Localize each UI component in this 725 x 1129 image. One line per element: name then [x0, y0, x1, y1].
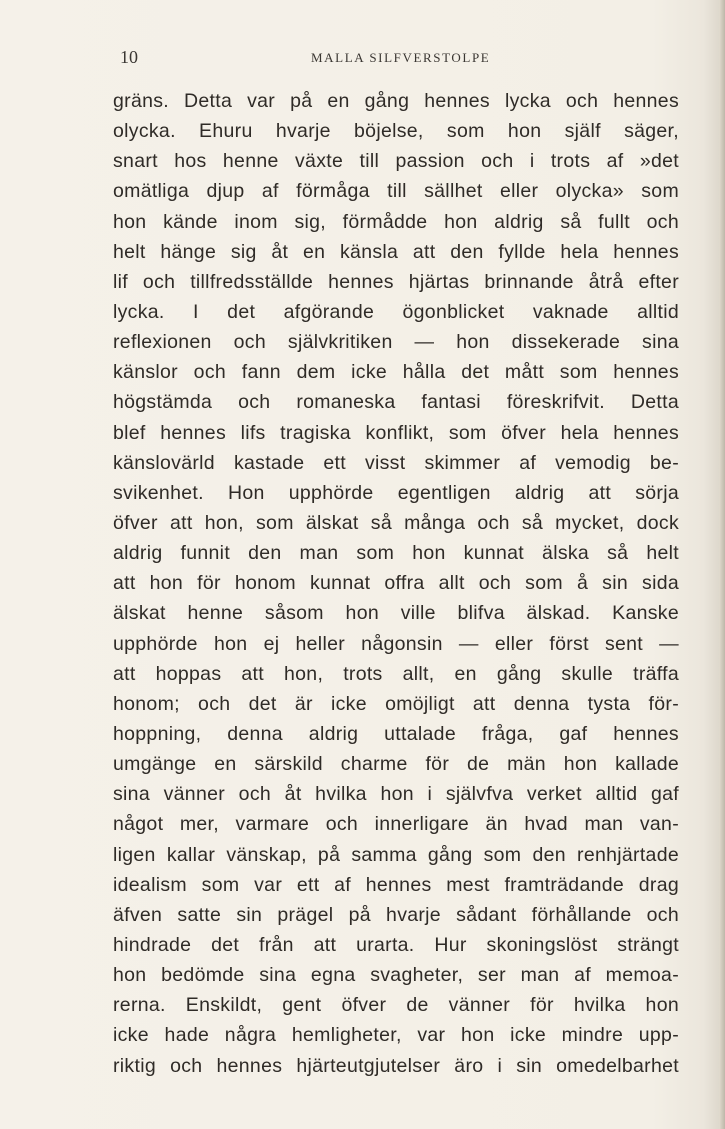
text-line: känslor och fann dem icke hålla det mått som hennes	[113, 361, 679, 384]
text-line: högstämda och romaneska fantasi föreskrifvit. Detta	[113, 391, 679, 414]
text-line: hindrade det från att urarta. Hur skoningslöst strängt	[113, 933, 679, 956]
text-line: idealism som var ett af hennes mest framträdande drag	[113, 873, 679, 896]
body-text	[113, 86, 679, 1081]
text-line: att hon för honom kunnat offra allt och som å sin sida	[113, 572, 679, 595]
text-line: något mer, varmare och innerligare än hvad man van-	[113, 813, 679, 836]
running-head: MALLA SILFVERSTOLPE	[311, 50, 491, 65]
text-line: umgänge en särskild charme för de män hon kallade	[113, 753, 679, 776]
page-header	[0, 47, 725, 71]
text-line: rerna. Enskildt, gent öfver de vänner för hvilka hon	[113, 994, 679, 1017]
text-line: honom; och det är icke omöjligt att denna tysta för-	[113, 692, 679, 715]
text-line: öfver att hon, som älskat så många och så mycket, dock	[113, 511, 679, 534]
text-line: svikenhet. Hon upphörde egentligen aldrig att sörja	[113, 481, 679, 504]
text-line: icke hade några hemligheter, var hon icke mindre upp-	[113, 1024, 679, 1047]
text-line: älskat henne såsom hon ville blifva älskad. Kanske	[113, 602, 679, 625]
text-line: känslovärld kastade ett visst skimmer af vemodig be-	[113, 451, 679, 474]
text-line: reflexionen och självkritiken — hon dissekerade sina	[113, 331, 679, 354]
text-line: snart hos henne växte till passion och i trots af »det	[113, 150, 679, 173]
text-line: ligen kallar vänskap, på samma gång som den renhjärtade	[113, 843, 679, 866]
text-line: helt hänge sig åt en känsla att den fyllde hela hennes	[113, 240, 679, 263]
text-line: aldrig funnit den man som hon kunnat älska så helt	[113, 542, 679, 565]
text-line: hon kände inom sig, förmådde hon aldrig så fullt och	[113, 210, 679, 233]
text-line: hon bedömde sina egna svagheter, ser man af memoa-	[113, 964, 679, 987]
text-line: hoppning, denna aldrig uttalade fråga, gaf hennes	[113, 722, 679, 745]
text-line: blef hennes lifs tragiska konflikt, som öfver hela hennes	[113, 421, 679, 444]
page-number: 10	[120, 47, 138, 67]
text-line: äfven satte sin prägel på hvarje sådant förhållande och	[113, 903, 679, 926]
text-line: upphörde hon ej heller någonsin — eller först sent —	[113, 632, 679, 655]
page-edge-shadow	[719, 0, 725, 1129]
text-line: olycka. Ehuru hvarje böjelse, som hon själf säger,	[113, 120, 679, 143]
text-line: gräns. Detta var på en gång hennes lycka och hennes	[113, 90, 679, 112]
text-line: sina vänner och åt hvilka hon i självfva verket alltid gaf	[113, 783, 679, 806]
text-line: riktig och hennes hjärteutgjutelser äro i sin omedelbarhet	[113, 1054, 679, 1077]
text-line: lycka. I det afgörande ögonblicket vaknade alltid	[113, 300, 679, 323]
text-line: lif och tillfredsställde hennes hjärtas brinnande åtrå efter	[113, 270, 679, 293]
text-line: att hoppas att hon, trots allt, en gång skulle träffa	[113, 662, 679, 685]
text-line: omätliga djup af förmåga till sällhet eller olycka» som	[113, 180, 679, 203]
